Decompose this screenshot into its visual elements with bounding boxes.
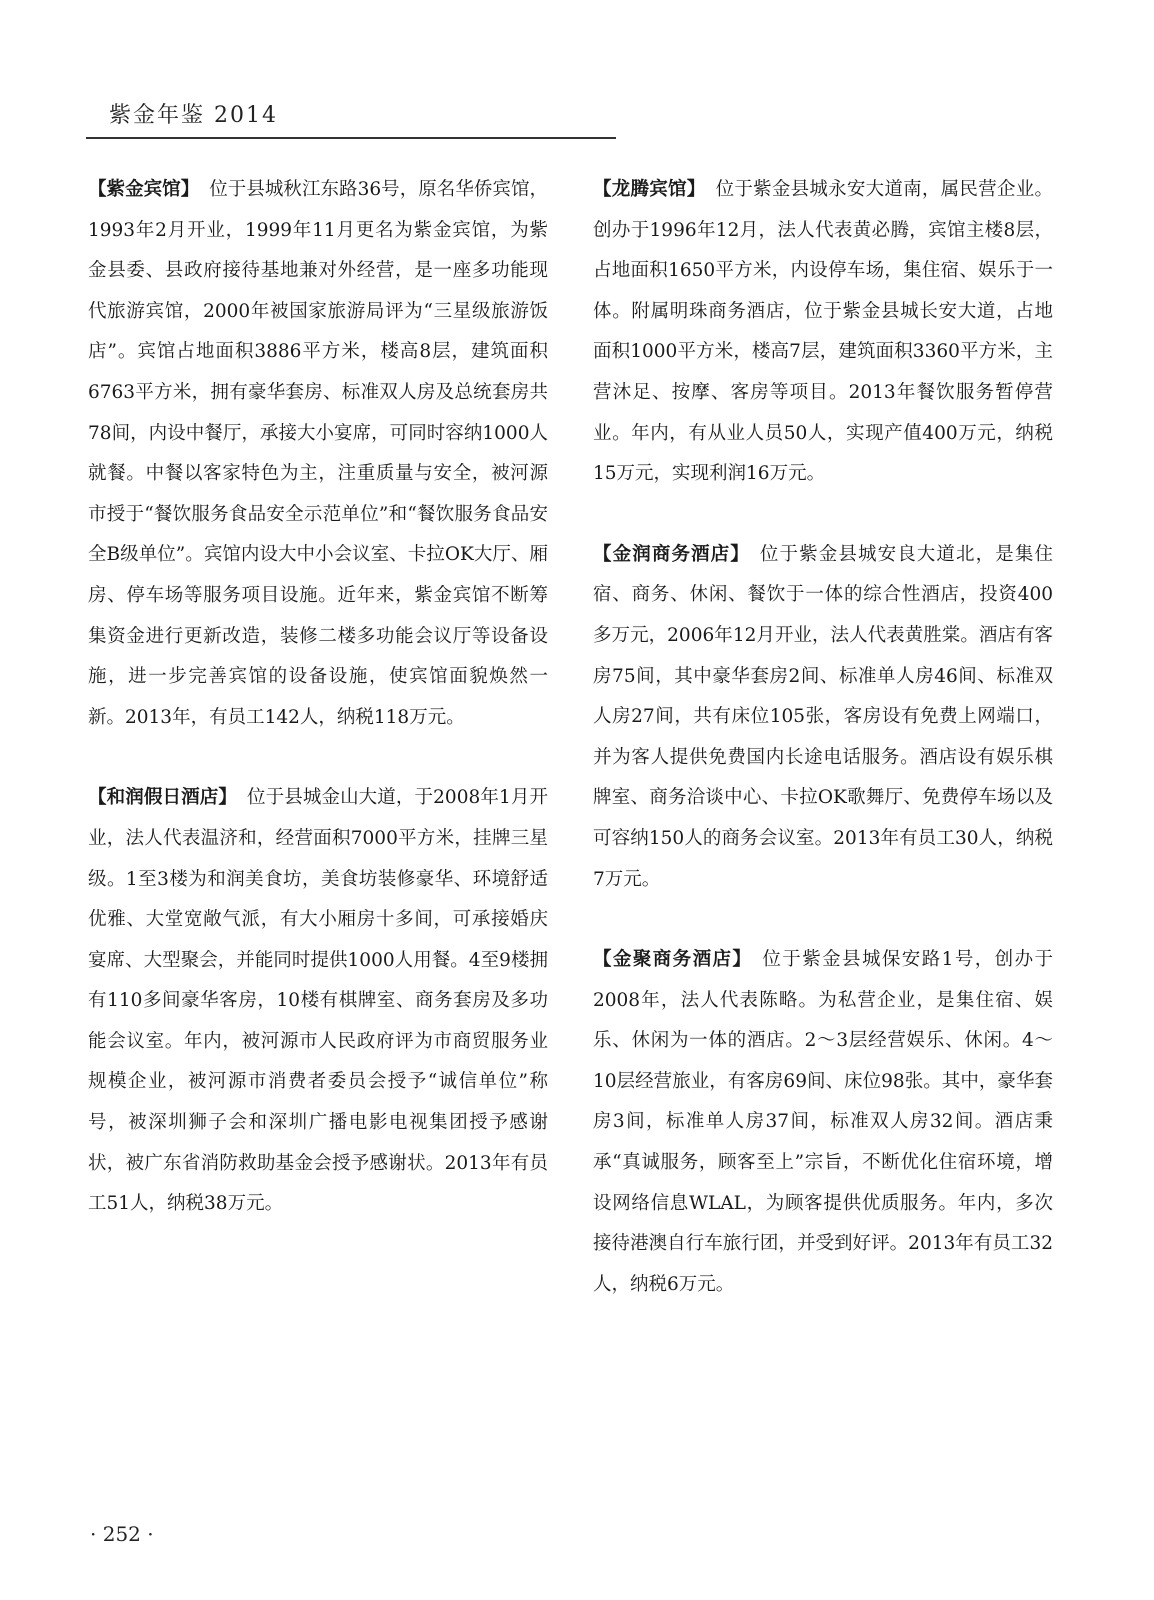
entry-zijin-hotel xyxy=(88,170,548,738)
entry-body: 位于紫金县城保安路1号，创办于2008年，法人代表陈略。为私营企业，是集住宿、娱乐、休闲为一体的酒店。2～3层经营娱乐、休闲。4～10层经营旅业，有客房69间、床位98张。其中，豪华套房3间，标准单人房37间，标准双人房32间。酒店秉承“真诚服务，顾客至上”宗旨，不断优化住宿环境，增设网络信息WLAL，为顾客提供优质服务。年内，多次接待港澳自行车旅行团，并受到好评。2013年有员工32人，纳税6万元。 xyxy=(593,949,1053,1295)
entry-body: 位于县城金山大道，于2008年1月开业，法人代表温济和，经营面积7000平方米，挂牌三星级。1至3楼为和润美食坊，美食坊装修豪华、环境舒适优雅、大堂宽敞气派，有大小厢房十多间，可承接婚庆宴席、大型聚会，并能同时提供1000人用餐。4至9楼拥有110多间豪华客房，10楼有棋牌室、商务套房及多功能会议室。年内，被河源市人民政府评为市商贸服务业规模企业，被河源市消费者委员会授予“诚信单位”称号，被深圳狮子会和深圳广播电影电视集团授予感谢状，被广东省消防救助基金会授予感谢状。2013年有员工51人，纳税38万元。 xyxy=(88,787,548,1215)
entry-title: 【和润假日酒店】 xyxy=(88,787,237,809)
page-header-title: 紫金年鉴 2014 xyxy=(109,103,278,128)
entry-title: 【金聚商务酒店】 xyxy=(593,949,753,971)
entry-gap xyxy=(593,900,1053,940)
entry-title: 【紫金宾馆】 xyxy=(88,179,200,200)
entry-jinrun-business-hotel xyxy=(593,535,1053,900)
entry-body: 位于县城秋江东路36号，原名华侨宾馆，1993年2月开业，1999年11月更名为紫金宾馆，为紫金县委、县政府接待基地兼对外经营，是一座多功能现代旅游宾馆，2000年被国家旅游局评为“三星级旅游饭店”。宾馆占地面积3886平方米，楼高8层，建筑面积6763平方米，拥有豪华套房、标准双人房及总统套房共78间，内设中餐厅，承接大小宴席，可同时容纳1000人就餐。中餐以客家特色为主，注重质量与安全，被河源市授于“餐饮服务食品安全示范单位”和“餐饮服务食品安全B级单位”。宾馆内设大中小会议室、卡拉OK大厅、厢房、停车场等服务项目设施。近年来，紫金宾馆不断筹集资金进行更新改造，装修二楼多功能会议厅等设备设施，进一步完善宾馆的设备设施，使宾馆面貌焕然一新。2013年，有员工142人，纳税118万元。 xyxy=(88,179,548,728)
entry-title: 【龙腾宾馆】 xyxy=(593,179,706,200)
entry-longteng-hotel xyxy=(593,170,1053,495)
entry-gap xyxy=(88,738,548,778)
entry-body: 位于紫金县城永安大道南，属民营企业。创办于1996年12月，法人代表黄必腾，宾馆主楼8层，占地面积1650平方米，内设停车场，集住宿、娱乐于一体。附属明珠商务酒店，位于紫金县城长安大道，占地面积1000平方米，楼高7层，建筑面积3360平方米，主营沐足、按摩、客房等项目。2013年餐饮服务暂停营业。年内，有从业人员50人，实现产值400万元，纳税15万元，实现利润16万元。 xyxy=(593,179,1053,485)
page-number: · 252 · xyxy=(90,1522,154,1546)
entry-body: 位于紫金县城安良大道北，是集住宿、商务、休闲、餐饮于一体的综合性酒店，投资400多万元，2006年12月开业，法人代表黄胜棠。酒店有客房75间，其中豪华套房2间、标准单人房46间、标准双人房27间，共有床位105张，客房设有免费上网端口，并为客人提供免费国内长途电话服务。酒店设有娱乐棋牌室、商务洽谈中心、卡拉OK歌舞厅、免费停车场以及可容纳150人的商务会议室。2013年有员工30人，纳税7万元。 xyxy=(593,543,1053,890)
entry-title: 【金润商务酒店】 xyxy=(593,543,750,565)
entry-jinju-business-hotel xyxy=(593,940,1053,1305)
right-column xyxy=(593,170,1053,1305)
header-rule xyxy=(86,137,616,139)
entry-gap xyxy=(593,495,1053,535)
entry-herun-holiday-hotel xyxy=(88,778,548,1225)
left-column xyxy=(88,170,548,1225)
